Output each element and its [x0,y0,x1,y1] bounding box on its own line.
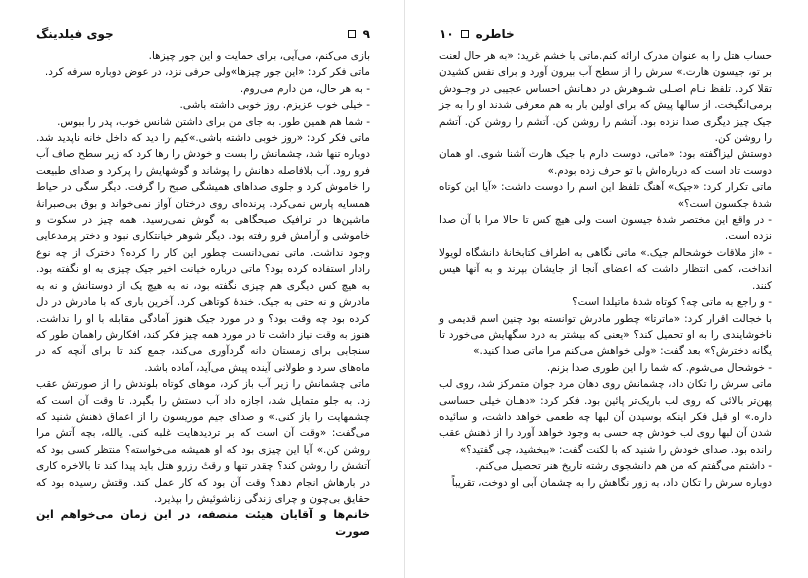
right-page [404,0,808,578]
paragraph: دوستش لیزاگفته بود: «ماتی، دوست دارم با جیک هارت آشنا شوی. او همان دوست تاد است که درباره‌اش با تو حرف زده بودم.» [439,148,772,177]
paragraph: ماتی فکر کرد: «روز خوبی داشته باشی.»کیم را دید که داخل خانه ناپدید شد. دوباره تنها شد، چشمانش را بست و خودش را رها کرد که زیر سطح صاف آب فرو رود. آب بلافاصله دهانش را پوشاند و گوشهایش را پرکرد و صدای طبیعت را خاموش کرد و جلوی صداهای همیشگی صبح را گرفت. دیگر سگی در حیاط همسایه پارس نمی‌کرد. پرنده‌ای روی درختان آواز نمی‌خواند و بوق بی‌صبرانهٔ ماشین‌ها در ترافیک صبحگاهی به گوش نمی‌رسید. همه چیز در سکوت و خاموشی و آرامش فرو رفته بود. دیگر شوهر خیانتکاری نبود و دختر پرمدعایی وجود نداشت. ماتی نمی‌دانست چطور این کار را کرده؟ دخترک از چه نوع رادار استفاده کرده بود؟ ماتی درباره خیانت اخیر جیک چیزی به او نگفته بود. به هیچ کس دیگری هم چیزی نگفته بود، نه به هیچ یک از دوستانش و نه به مادرش و نه حتی به جیک. خنده‌ٔ کوتاهی کرد. آخرین باری که با مادرش در دل کرده بود چه وقت بود؟ و در مورد جیک هنوز آمادگی مقابله با او را نداشت. هنوز به وقت نیاز داشت تا در مورد همه چیز فکر کند، افکارش راهمان طور که سنجابی برای زمستان دانه گردآوری می‌کند، جمع کند تا برای آنچه که در ماه‌های سرد و طولانی آینده پیش می‌آید، آماده باشد. [36,132,370,374]
paragraph: ماتی سرش را تکان داد، چشمانش روی دهان مرد جوان متمرکز شد، روی لب پهن‌تر بالائی که روی لب باریک‌تر پائین بود. فکر کرد: «دهـان خیلی حساسی داره.» او قبل فکر اینکه بوسیدن آن لبها چه طعمی خواهد داشت، و سائیده شدن آن لبها روی لب خودش چه حسی به وجود خواهد آورد را از ذهنش عقب رانده بود. صدای خودش را شنید که با لکنت گفت: «ببخشید، چی گفتید؟» [439,378,772,456]
text-line: - خیلی خوب عزیزم. روز خوبی داشته باشی. [179,99,370,112]
dialogue-line: - در واقع این مختصر شدهٔ جیسون است ولی هیچ کس تا حالا مرا با آن صدا نزده است. [439,214,772,243]
dialogue-line: - و راجع به ماتی چه؟ کوتاه شدهٔ ماتیلدا است؟ [572,296,772,309]
paragraph: ماتی تکرار کرد: «جیک» آهنگ تلفظ این اسم را دوست داشت: «آیا این کوتاه شدهٔ جکسون است؟» [439,181,772,210]
square-ornament-icon [348,30,356,38]
paragraph: ماتی چشمانش را زیر آب باز کرد، موهای کوتاه بلوندش را از صورتش عقب زد. به جلو متمایل شد، اجازه داد آب دستش را بگیرد. تا وقت آن است که چشمهایت را باز کنی.» و صدای جیم موریسون را از اعماق ذهنش شنید که می‌گفت: «وقت آن است که بر تردیدهایت غلبه کنی. یالله، بچه آتش مرا روشن کن.» آیا این چیزی بود که او همیشه می‌خواسته؟ منتظر کسی بود که آتشش را روشن کند؟ چقدر تنها و رقتٔ رزرو هتل باید پیدا کند تا بالاخره کاری در بارهاش انجام دهد؟ وقت آن بود که کار عمل کند. وقتش رسیده بود که حقایق بی‌چون و چرای زندگی زناشوئیش را بپذیرد. [36,378,370,505]
left-page-number: ۹ [362,27,370,41]
dialogue-line: - خوشحال می‌شوم. که شما را این طوری صدا بزنم. [546,361,772,374]
right-page-body [439,48,772,491]
text-line: - به هر حال، من دارم می‌روم. [239,82,370,95]
paragraph: با خجالت اقرار کرد: «ماترتا» چطور مادرش توانسته بود چنین اسم قدیمی و ناخوشایندی را به او تحمیل کند؟ «یعنی که بیشتر به درد سگهایش می‌خورد تا یگانه دخترش؟» بعد گفت: «ولی خواهش می‌کنم مرا ماتی صدا کنید.» [439,312,772,358]
text-line: - شما هم همین طور. به جای من برای داشتن شانس خوب، پدر را ببوس. [57,115,370,128]
paragraph: حساب هتل را به عنوان مدرک ارائه کنم.ماتی با خشم غرید: «به هر حال لعنت بر تو، جیسون هارت.» سرش را از سطح آب بیرون آورد و برای نفس کشیدن تقلا کرد. تلفظ نـام اصـلی شـوهرش در دهـانش احساس عجیبی در وجـودش برمی‌انگیخت. از سالها پیش که برای اولین بار به هم معرفی شدند او را به جز جیک چیز دیگری صدا نزده بود. آتشم را روشن کن. آتشم را روشن کن. آتشم را روشن کن. [439,50,772,145]
left-page-number-group [343,27,370,41]
text-line: بازی می‌کنم، می‌آیی، برای حمایت و این جور چیزها. [148,50,370,62]
left-page-body [36,48,370,540]
paragraph: دوباره سرش را تکان داد، به زور نگاهش را به چشمان آبی او دوخت، تقریباً [451,476,772,489]
right-page-number-group [439,27,515,41]
left-page-header [36,26,370,42]
dialogue-line: - داشتم می‌گفتم که من هم دانشجوی رشته تاریخ هنر تحصیل می‌کنم. [475,460,772,473]
bold-phrase: خانم‌ها و آقایان هیئت منصفه، در این زمان می‌خواهم این صورت [36,508,370,538]
right-page-title: خاطره [475,27,515,41]
right-page-header [439,26,772,42]
left-page-title: جوی فیلدینگ [36,27,114,41]
text-line: ماتی فکر کرد: «این جور چیزها»ولی حرفی نزد، در عوض دوباره سرفه کرد. [44,66,370,79]
bold-text-line [36,507,370,540]
square-ornament-icon [461,30,469,38]
right-page-number: ۱۰ [439,27,454,41]
dialogue-line: - «از ملاقات خوشحالم جیک.» ماتی نگاهی به اطراف کتابخانهٔ دانشگاه لویولا انداخت، کمی انتظار داشت که اعضای آنجا از جایشان بپرند و به آنها هیس کنند. [439,246,772,292]
